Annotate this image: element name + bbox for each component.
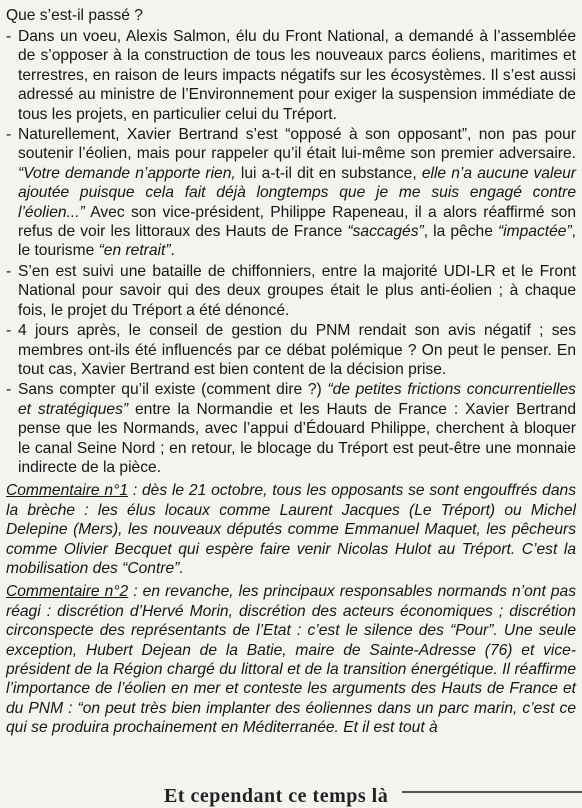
text-segment: Avec son vice-président, Philippe Rapeneau, il a alors réaffirmé son refus de voir les littoraux des Hauts de France <box>18 203 576 241</box>
events-list <box>6 27 576 477</box>
quote-segment: “de petites frictions concurrentielles et stratégiques” <box>18 381 576 418</box>
text-segment: Sans compter qu’il existe (comment dire ?) <box>18 381 328 399</box>
quote-segment: “Votre demande n’apporte rien, <box>18 164 236 182</box>
comment-2-label: Commentaire n°2 <box>6 583 129 601</box>
quote-segment: “saccagés” <box>347 223 424 241</box>
list-item <box>6 321 576 379</box>
list-item <box>6 27 576 124</box>
text-segment: 4 jours après, le conseil de gestion du PNM rendait son avis négatif ; ses membres ont-ils été influencés par ce débat polémique ? On peut le penser. En tout cas, Xavier Bertrand est bien content de la décision prise. <box>18 322 576 378</box>
quote-segment: “en retrait” <box>98 242 171 260</box>
section-heading: Que s’est-il passé ? <box>6 7 143 24</box>
text-segment: Naturellement, Xavier Bertrand s’est “opposé à son opposant”, non pas pour soutenir l’éolien, mais pour rappeler qu’il était lui-même son premier adversaire. <box>18 126 576 163</box>
comment-1 <box>6 481 576 578</box>
list-item <box>6 125 576 261</box>
text-segment: lui a-t-il dit en substance, <box>235 164 422 182</box>
text-segment: Dans un voeu, Alexis Salmon, élu du Front National, a demandé à l’assemblée de s’opposer à la construction de tous les nouveaux parcs éoliens, maritimes et terrestres, en raison de leurs impacts négatifs sur les écosystèmes. Il s’est aussi adressé au ministre de l’Environnement pour exiger la suspension immédiate de tous les projets, en particulier celui du Tréport. <box>18 28 576 123</box>
text-segment: . <box>170 242 175 260</box>
comment-2 <box>6 582 576 737</box>
text-segment: entre la Normandie et les Hauts de France : Xavier Bertrand pense que les Normands, avec l’appui d’Édouard Philippe, cherchent à bloquer le canal Seine Nord ; en retour, le blocage du Tréport est peut-être une monnaie indirecte de la pièce. <box>18 400 576 476</box>
next-section-heading-fragment: Et cependant ce temps là <box>164 785 389 807</box>
list-item <box>6 380 576 477</box>
comment-2-text: : en revanche, les principaux responsables normands n’ont pas réagi : discrétion d’Hervé Morin, discrétion des acteurs économiques ; discrétion circonspecte des représentants de l’Etat : c’est le silence des “Pour”. Une seule exception, Hubert Dejean de la Batie, maire de Sainte-Adresse (76) et vice-président de la Région chargé du littoral et de la transition énergétique. Il réaffirme l’importance de l’éolien en mer et conteste les arguments des Hauts de France et du PNM : “on peut très bien implanter des éoliennes dans un parc marin, c’est ce qui se produira prochainement en Méditerranée. Et il est tout à <box>6 583 576 737</box>
quote-segment: elle n’a aucune valeur ajoutée puisque cela fait déjà longtemps que je me suis engagé contre l’éolien...” <box>18 164 576 221</box>
text-segment: , la pêche <box>423 223 498 241</box>
divider <box>402 791 582 793</box>
comment-1-label: Commentaire n°1 <box>6 482 128 500</box>
text-segment: S’en est suivi une bataille de chiffonniers, entre la majorité UDI-LR et le Front National pour savoir qui des deux groupes était le plus anti-éolien ; à chaque fois, le projet du Tréport a été dénoncé. <box>18 262 576 319</box>
list-item <box>6 262 576 320</box>
text-segment: , le tourisme <box>18 223 576 260</box>
quote-segment: “impactée” <box>497 223 572 241</box>
comment-1-text: : dès le 21 octobre, tous les opposants se sont engouffrés dans la brèche : les élus locaux comme Laurent Jacques (Le Tréport) ou Michel Delepine (Mers), les nouveaux députés comme Emmanuel Maquet, les pêcheurs comme Olivier Becquet qui espère faire venir Nicolas Hulot au Tréport. C’est la mobilisation des “Contre”. <box>6 482 576 577</box>
